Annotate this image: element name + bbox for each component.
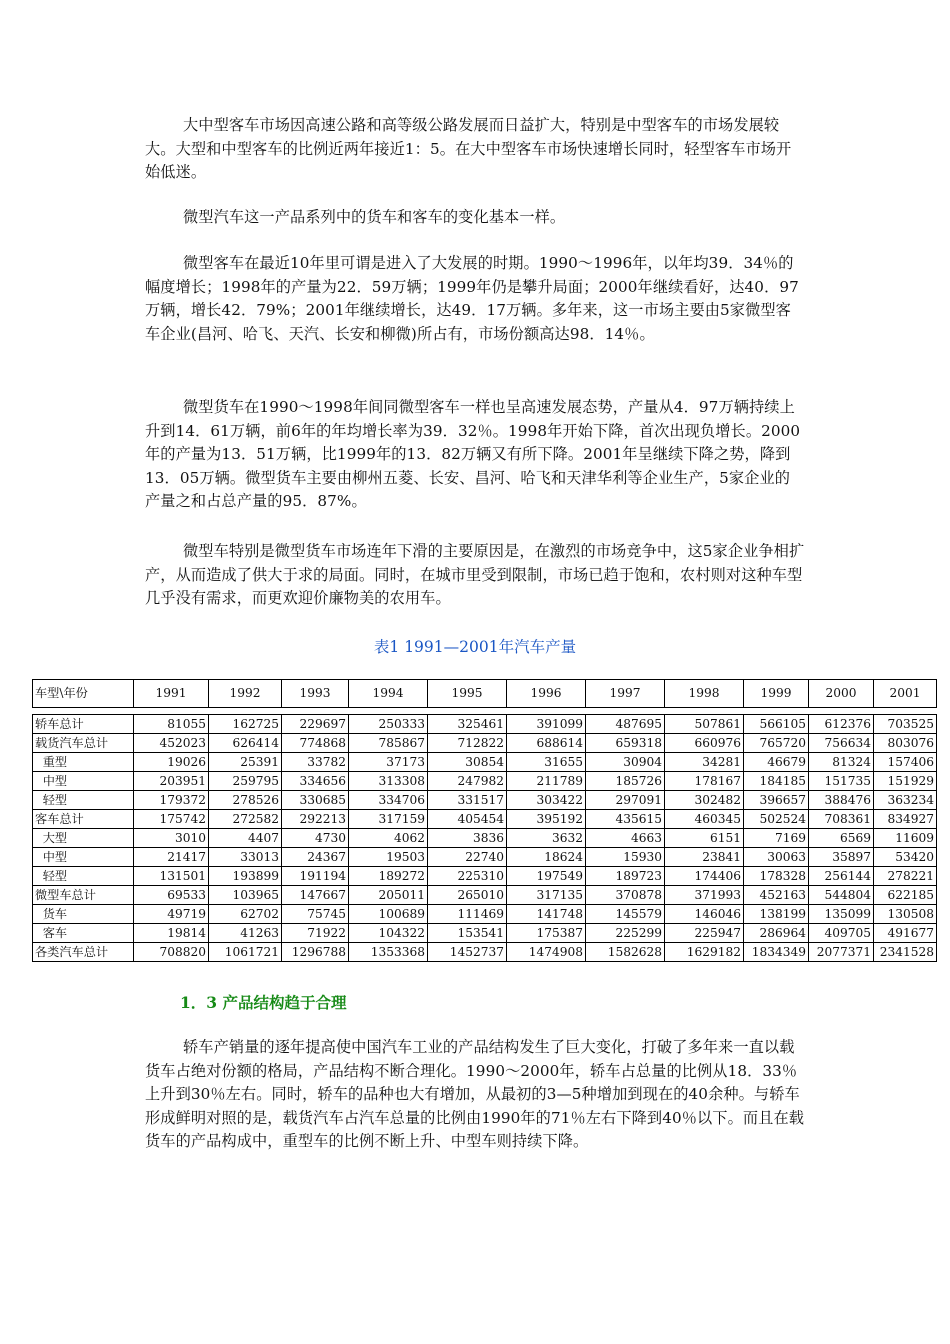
section-heading: 1．3 产品结构趋于合理 — [180, 993, 347, 1012]
header-cell-year: 2000 — [809, 680, 874, 708]
value-cell: 1353368 — [349, 943, 428, 962]
row-label-cell: 中型 — [33, 848, 134, 867]
value-cell: 395192 — [507, 810, 586, 829]
value-cell: 756634 — [809, 734, 874, 753]
value-cell: 62702 — [209, 905, 282, 924]
value-cell: 22740 — [428, 848, 507, 867]
table-row — [33, 886, 937, 905]
value-cell: 153541 — [428, 924, 507, 943]
row-label-cell: 客车 — [33, 924, 134, 943]
value-cell: 256144 — [809, 867, 874, 886]
value-cell: 265010 — [428, 886, 507, 905]
row-label-cell: 中型 — [33, 772, 134, 791]
value-cell: 278221 — [874, 867, 937, 886]
value-cell: 297091 — [586, 791, 665, 810]
header-cell-year: 1993 — [282, 680, 349, 708]
value-cell: 1629182 — [665, 943, 744, 962]
value-cell: 211789 — [507, 772, 586, 791]
row-label-cell: 大型 — [33, 829, 134, 848]
value-cell: 317135 — [507, 886, 586, 905]
value-cell: 103965 — [209, 886, 282, 905]
row-label-cell: 各类汽车总计 — [33, 943, 134, 962]
table-spacer-cell — [33, 708, 937, 715]
value-cell: 405454 — [428, 810, 507, 829]
paragraph-mini-truck: 微型货车在1990～1998年间同微型客车一样也呈高速发展态势，产量从4．97万辆持续上升到14．61万辆，前6年的年均增长率为39．32％。1998年开始下降，首次出现负增长。2000年的产量为13．51万辆，比1999年的13．82万辆又有所下降。2001年呈继续下降之势，降到13．05万辆。微型货车主要由柳州五菱、长安、昌河、哈飞和天津华利等企业生产，5家企业的产量之和占总产量的95．87%。 — [145, 398, 801, 510]
value-cell: 1296788 — [282, 943, 349, 962]
value-cell: 104322 — [349, 924, 428, 943]
value-cell: 659318 — [586, 734, 665, 753]
value-cell: 175742 — [134, 810, 209, 829]
value-cell: 175387 — [507, 924, 586, 943]
value-cell: 4663 — [586, 829, 665, 848]
value-cell: 622185 — [874, 886, 937, 905]
value-cell: 30854 — [428, 753, 507, 772]
value-cell: 225310 — [428, 867, 507, 886]
value-cell: 162725 — [209, 715, 282, 734]
value-cell: 4730 — [282, 829, 349, 848]
header-cell-year: 1999 — [744, 680, 809, 708]
value-cell: 302482 — [665, 791, 744, 810]
value-cell: 1452737 — [428, 943, 507, 962]
value-cell: 11609 — [874, 829, 937, 848]
value-cell: 75745 — [282, 905, 349, 924]
row-label-cell: 货车 — [33, 905, 134, 924]
value-cell: 6151 — [665, 829, 744, 848]
value-cell: 130508 — [874, 905, 937, 924]
value-cell: 34281 — [665, 753, 744, 772]
header-cell-year: 2001 — [874, 680, 937, 708]
value-cell: 35897 — [809, 848, 874, 867]
value-cell: 502524 — [744, 810, 809, 829]
value-cell: 69533 — [134, 886, 209, 905]
header-cell-type: 车型\年份 — [33, 680, 134, 708]
value-cell: 6569 — [809, 829, 874, 848]
value-cell: 1474908 — [507, 943, 586, 962]
value-cell: 197549 — [507, 867, 586, 886]
value-cell: 370878 — [586, 886, 665, 905]
value-cell: 25391 — [209, 753, 282, 772]
value-cell: 259795 — [209, 772, 282, 791]
table-row — [33, 943, 937, 962]
table-body — [33, 708, 937, 962]
value-cell: 2341528 — [874, 943, 937, 962]
value-cell: 278526 — [209, 791, 282, 810]
header-cell-year: 1995 — [428, 680, 507, 708]
paragraph-product-structure: 轿车产销量的逐年提高使中国汽车工业的产品结构发生了巨大变化，打破了多年来一直以载货车占绝对份额的格局，产品结构不断合理化。1990～2000年，轿车占总量的比例从18．33％上升到30％左右。同时，轿车的品种也大有增加，从最初的3—5种增加到现在的40余种。与轿车形成鲜明对照的是，载货汽车占汽车总量的比例由1990年的71％左右下降到40％以下。而且在载货车的产品构成中，重型车的比例不断上升、中型车则持续下降。 — [145, 1038, 805, 1150]
value-cell: 331517 — [428, 791, 507, 810]
value-cell: 189723 — [586, 867, 665, 886]
value-cell: 37173 — [349, 753, 428, 772]
row-label-cell: 重型 — [33, 753, 134, 772]
paragraph-mini-vehicles: 微型汽车这一产品系列中的货车和客车的变化基本一样。 — [183, 208, 566, 226]
row-label-cell: 载货汽车总计 — [33, 734, 134, 753]
row-label-cell: 微型车总计 — [33, 886, 134, 905]
paragraph-mini-decline-reason: 微型车特别是微型货车市场连年下滑的主要原因是，在激烈的市场竞争中，这5家企业争相扩产，从而造成了供大于求的局面。同时，在城市里受到限制，市场已趋于饱和，农村则对这种车型几乎没有需求，而更欢迎价廉物美的农用车。 — [145, 542, 805, 607]
table-row — [33, 810, 937, 829]
value-cell: 15930 — [586, 848, 665, 867]
value-cell: 371993 — [665, 886, 744, 905]
value-cell: 21417 — [134, 848, 209, 867]
value-cell: 23841 — [665, 848, 744, 867]
header-cell-year: 1996 — [507, 680, 586, 708]
value-cell: 24367 — [282, 848, 349, 867]
value-cell: 205011 — [349, 886, 428, 905]
value-cell: 391099 — [507, 715, 586, 734]
row-label-cell: 客车总计 — [33, 810, 134, 829]
value-cell: 708361 — [809, 810, 874, 829]
value-cell: 1061721 — [209, 943, 282, 962]
production-table — [32, 679, 937, 962]
value-cell: 184185 — [744, 772, 809, 791]
table-row — [33, 848, 937, 867]
value-cell: 229697 — [282, 715, 349, 734]
header-cell-year: 1997 — [586, 680, 665, 708]
value-cell: 179372 — [134, 791, 209, 810]
value-cell: 81324 — [809, 753, 874, 772]
paragraph-bus-market: 大中型客车市场因高速公路和高等级公路发展而日益扩大，特别是中型客车的市场发展较大。大型和中型客车的比例近两年接近1：5。在大中型客车市场快速增长同时，轻型客车市场开始低迷。 — [145, 116, 792, 181]
value-cell: 435615 — [586, 810, 665, 829]
value-cell: 247982 — [428, 772, 507, 791]
value-cell: 178328 — [744, 867, 809, 886]
value-cell: 225947 — [665, 924, 744, 943]
value-cell: 135099 — [809, 905, 874, 924]
value-cell: 703525 — [874, 715, 937, 734]
header-cell-year: 1998 — [665, 680, 744, 708]
value-cell: 286964 — [744, 924, 809, 943]
value-cell: 544804 — [809, 886, 874, 905]
value-cell: 774868 — [282, 734, 349, 753]
paragraph-mini-bus: 微型客车在最近10年里可谓是进入了大发展的时期。1990～1996年，以年均39．34％的幅度增长；1998年的产量为22．59万辆；1999年仍是攀升局面；2000年继续看好，达40．97万辆，增长42．79%；2001年继续增长，达49．17万辆。多年来，这一市场主要由5家微型客车企业(昌河、哈飞、天汽、长安和柳微)所占有，市场份额高达98．14％。 — [145, 254, 799, 343]
value-cell: 507861 — [665, 715, 744, 734]
value-cell: 141748 — [507, 905, 586, 924]
value-cell: 157406 — [874, 753, 937, 772]
value-cell: 147667 — [282, 886, 349, 905]
value-cell: 334656 — [282, 772, 349, 791]
value-cell: 203951 — [134, 772, 209, 791]
value-cell: 460345 — [665, 810, 744, 829]
table-header-row — [33, 680, 937, 708]
value-cell: 303422 — [507, 791, 586, 810]
value-cell: 19503 — [349, 848, 428, 867]
value-cell: 18624 — [507, 848, 586, 867]
value-cell: 250333 — [349, 715, 428, 734]
value-cell: 409705 — [809, 924, 874, 943]
value-cell: 487695 — [586, 715, 665, 734]
value-cell: 334706 — [349, 791, 428, 810]
value-cell: 4062 — [349, 829, 428, 848]
value-cell: 185726 — [586, 772, 665, 791]
value-cell: 388476 — [809, 791, 874, 810]
value-cell: 131501 — [134, 867, 209, 886]
value-cell: 71922 — [282, 924, 349, 943]
value-cell: 191194 — [282, 867, 349, 886]
value-cell: 452163 — [744, 886, 809, 905]
table-row — [33, 791, 937, 810]
value-cell: 4407 — [209, 829, 282, 848]
value-cell: 189272 — [349, 867, 428, 886]
header-cell-year: 1992 — [209, 680, 282, 708]
value-cell: 19814 — [134, 924, 209, 943]
value-cell: 174406 — [665, 867, 744, 886]
table-row — [33, 753, 937, 772]
value-cell: 33013 — [209, 848, 282, 867]
value-cell: 49719 — [134, 905, 209, 924]
value-cell: 53420 — [874, 848, 937, 867]
value-cell: 712822 — [428, 734, 507, 753]
value-cell: 765720 — [744, 734, 809, 753]
table-row — [33, 905, 937, 924]
value-cell: 325461 — [428, 715, 507, 734]
value-cell: 33782 — [282, 753, 349, 772]
value-cell: 3010 — [134, 829, 209, 848]
value-cell: 193899 — [209, 867, 282, 886]
value-cell: 2077371 — [809, 943, 874, 962]
table-caption: 表1 1991—2001年汽车产量 — [373, 638, 577, 656]
value-cell: 81055 — [134, 715, 209, 734]
row-label-cell: 轿车总计 — [33, 715, 134, 734]
value-cell: 688614 — [507, 734, 586, 753]
value-cell: 3836 — [428, 829, 507, 848]
table-row — [33, 715, 937, 734]
value-cell: 100689 — [349, 905, 428, 924]
value-cell: 3632 — [507, 829, 586, 848]
value-cell: 785867 — [349, 734, 428, 753]
table-row — [33, 829, 937, 848]
row-label-cell: 轻型 — [33, 867, 134, 886]
value-cell: 178167 — [665, 772, 744, 791]
value-cell: 31655 — [507, 753, 586, 772]
header-cell-year: 1994 — [349, 680, 428, 708]
value-cell: 708820 — [134, 943, 209, 962]
value-cell: 313308 — [349, 772, 428, 791]
value-cell: 41263 — [209, 924, 282, 943]
value-cell: 660976 — [665, 734, 744, 753]
value-cell: 363234 — [874, 791, 937, 810]
table-row — [33, 924, 937, 943]
value-cell: 19026 — [134, 753, 209, 772]
table-row — [33, 867, 937, 886]
value-cell: 834927 — [874, 810, 937, 829]
value-cell: 317159 — [349, 810, 428, 829]
header-cell-year: 1991 — [134, 680, 209, 708]
value-cell: 566105 — [744, 715, 809, 734]
value-cell: 30904 — [586, 753, 665, 772]
value-cell: 30063 — [744, 848, 809, 867]
value-cell: 396657 — [744, 791, 809, 810]
value-cell: 225299 — [586, 924, 665, 943]
table-row — [33, 772, 937, 791]
row-label-cell: 轻型 — [33, 791, 134, 810]
value-cell: 1582628 — [586, 943, 665, 962]
value-cell: 145579 — [586, 905, 665, 924]
value-cell: 626414 — [209, 734, 282, 753]
value-cell: 111469 — [428, 905, 507, 924]
value-cell: 146046 — [665, 905, 744, 924]
table-spacer-row — [33, 708, 937, 715]
value-cell: 330685 — [282, 791, 349, 810]
value-cell: 1834349 — [744, 943, 809, 962]
value-cell: 491677 — [874, 924, 937, 943]
value-cell: 46679 — [744, 753, 809, 772]
table-row — [33, 734, 937, 753]
value-cell: 151929 — [874, 772, 937, 791]
value-cell: 138199 — [744, 905, 809, 924]
value-cell: 612376 — [809, 715, 874, 734]
value-cell: 272582 — [209, 810, 282, 829]
value-cell: 292213 — [282, 810, 349, 829]
value-cell: 7169 — [744, 829, 809, 848]
value-cell: 151735 — [809, 772, 874, 791]
value-cell: 452023 — [134, 734, 209, 753]
value-cell: 803076 — [874, 734, 937, 753]
